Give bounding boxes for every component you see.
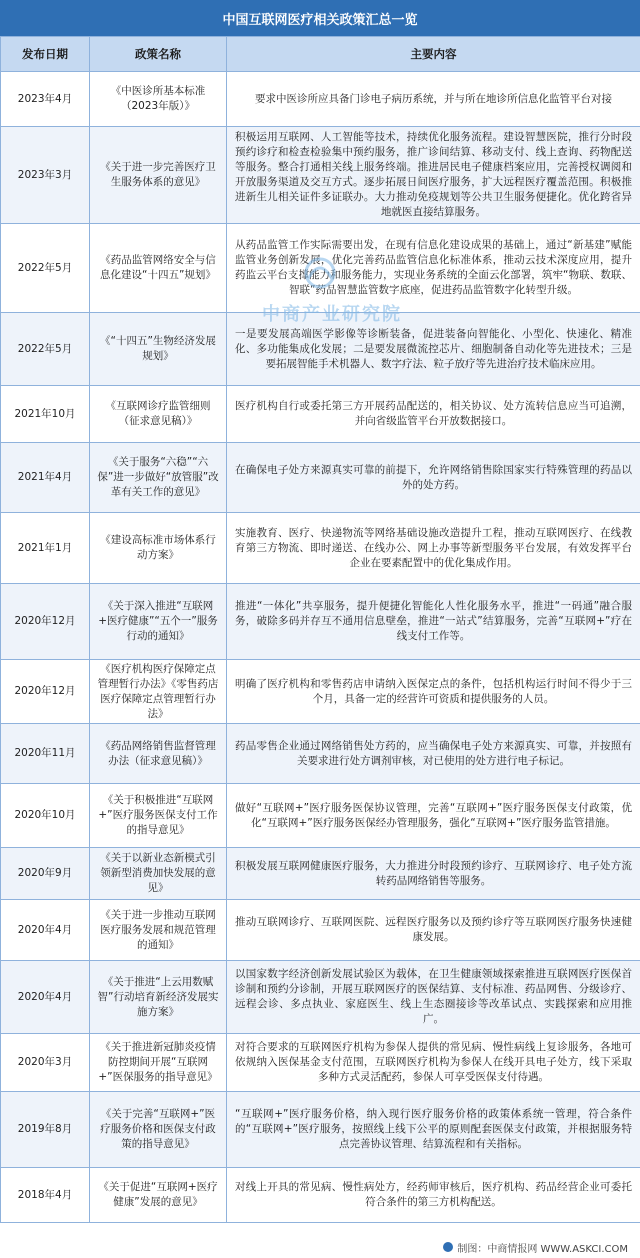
policy-name-cell: 《建设高标准市场体系行动方案》 bbox=[90, 513, 227, 584]
header-name: 政策名称 bbox=[90, 37, 227, 72]
table-row bbox=[1, 900, 640, 961]
date-cell: 2021年10月 bbox=[1, 386, 90, 443]
table-title: 中国互联网医疗相关政策汇总一览 bbox=[0, 0, 640, 36]
policy-name-cell: 《关于促进“互联网+医疗健康”发展的意见》 bbox=[90, 1168, 227, 1223]
policy-name-cell: 《关于服务“六稳”“六保”进一步做好“放管服”改革有关工作的意见》 bbox=[90, 443, 227, 513]
table-row bbox=[1, 386, 640, 443]
date-cell: 2022年5月 bbox=[1, 313, 90, 386]
table-row bbox=[1, 784, 640, 848]
header-row bbox=[1, 37, 640, 72]
content-cell: 以国家数字经济创新发展试验区为载体，在卫生健康领域探索推进互联网医疗医保首诊制和预约分诊制，开展互联网医疗的医保结算、支付标准、药品网售、分级诊疗、远程会诊、多点执业、家庭医生、线上生态圈接诊等改革试点、实践探索和应用推广。 bbox=[227, 961, 640, 1034]
policy-name-cell: 《关于积极推进“互联网+”医疗服务医保支付工作的指导意见》 bbox=[90, 784, 227, 848]
date-cell: 2021年4月 bbox=[1, 443, 90, 513]
policy-name-cell: 《医疗机构医疗保障定点管理暂行办法》《零售药店医疗保障定点管理暂行办法》 bbox=[90, 660, 227, 724]
policy-name-cell: 《关于进一步完善医疗卫生服务体系的意见》 bbox=[90, 127, 227, 224]
date-cell: 2020年10月 bbox=[1, 784, 90, 848]
date-cell: 2022年5月 bbox=[1, 224, 90, 313]
policy-name-cell: 《关于推进“上云用数赋智”行动培育新经济发展实施方案》 bbox=[90, 961, 227, 1034]
content-cell: 积极运用互联网、人工智能等技术，持续优化服务流程。建设智慧医院，推行分时段预约诊疗和检查检验集中预约服务，推广诊间结算、移动支付、线上查询、药物配送等服务。整合打通相关线上服务终端。推进居民电子健康档案应用，完善授权调阅和开放服务渠道及交互方式。逐步拓展日间医疗服务，扩大远程医疗覆盖范围。积极推进新生儿相关证件多证联办。大力推动免疫规划等公共卫生服务便捷化。优化跨省异地就医直接结算服务。 bbox=[227, 127, 640, 224]
policy-name-cell: 《关于进一步推动互联网医疗服务发展和规范管理的通知》 bbox=[90, 900, 227, 961]
footer-credit: 制图：中商情报网 WWW.ASKCI.COM bbox=[457, 1243, 628, 1255]
table-row bbox=[1, 313, 640, 386]
date-cell: 2018年4月 bbox=[1, 1168, 90, 1223]
table-row bbox=[1, 584, 640, 660]
policy-name-cell: 《互联网诊疗监管细则（征求意见稿）》 bbox=[90, 386, 227, 443]
table-row bbox=[1, 1092, 640, 1168]
content-cell: 做好“互联网+”医疗服务医保协议管理，完善“互联网+”医疗服务医保支付政策，优化“互联网+”医疗服务医保经办管理服务，强化“互联网+”医疗服务监管措施。 bbox=[227, 784, 640, 848]
table-row bbox=[1, 443, 640, 513]
footer bbox=[0, 1236, 640, 1258]
policy-name-cell: 《药品网络销售监督管理办法（征求意见稿）》 bbox=[90, 724, 227, 784]
content-cell: 明确了医疗机构和零售药店申请纳入医保定点的条件，包括机构运行时间不得少于三个月，具备一定的经营许可资质和提供服务的人员。 bbox=[227, 660, 640, 724]
table-row bbox=[1, 224, 640, 313]
date-cell: 2021年1月 bbox=[1, 513, 90, 584]
table-row bbox=[1, 1034, 640, 1092]
policy-name-cell: 《关于深入推进“互联网+医疗健康”“五个一”服务行动的通知》 bbox=[90, 584, 227, 660]
policy-name-cell: 《“十四五”生物经济发展规划》 bbox=[90, 313, 227, 386]
content-cell: 实施教育、医疗、快递物流等网络基础设施改造提升工程，推动互联网医疗、在线教育第三方物流、即时递送、在线办公、网上办事等新型服务平台发展，有效发挥平台企业在要素配置中的优化集成作用。 bbox=[227, 513, 640, 584]
content-cell: 要求中医诊所应具备门诊电子病历系统，并与所在地诊所信息化监管平台对接 bbox=[227, 72, 640, 127]
policy-name-cell: 《中医诊所基本标准（2023年版）》 bbox=[90, 72, 227, 127]
content-cell: 一是要发展高端医学影像等诊断装备，促进装备向智能化、小型化、快速化、精准化、多功能集成化发展；二是要发展微流控芯片、细胞制备自动化等先进技术；三是要拓展智能手术机器人、数字疗法、粒子放疗等先进治疗技术临床应用。 bbox=[227, 313, 640, 386]
date-cell: 2023年4月 bbox=[1, 72, 90, 127]
policy-name-cell: 《药品监管网络安全与信息化建设“十四五”规划》 bbox=[90, 224, 227, 313]
policy-name-cell: 《关于以新业态新模式引领新型消费加快发展的意见》 bbox=[90, 848, 227, 900]
content-cell: 积极发展互联网健康医疗服务，大力推进分时段预约诊疗、互联网诊疗、电子处方流转药品网络销售等服务。 bbox=[227, 848, 640, 900]
header-date: 发布日期 bbox=[1, 37, 90, 72]
date-cell: 2020年9月 bbox=[1, 848, 90, 900]
content-cell: “互联网+”医疗服务价格，纳入现行医疗服务价格的政策体系统一管理，符合条件的“互联网+”医疗服务，按照线上线下公平的原则配套医保支付政策，并根据服务特点完善协议管理、结算流程和有关指标。 bbox=[227, 1092, 640, 1168]
date-cell: 2020年12月 bbox=[1, 584, 90, 660]
table-row bbox=[1, 72, 640, 127]
content-cell: 对线上开具的常见病、慢性病处方，经药师审核后，医疗机构、药品经营企业可委托符合条件的第三方机构配送。 bbox=[227, 1168, 640, 1223]
policy-name-cell: 《关于推进新冠肺炎疫情防控期间开展“互联网+”医保服务的指导意见》 bbox=[90, 1034, 227, 1092]
table-row bbox=[1, 660, 640, 724]
content-cell: 对符合要求的互联网医疗机构为参保人提供的常见病、慢性病线上复诊服务，各地可依规纳入医保基金支付范围，互联网医疗机构为参保人在线开具电子处方，线下采取多种方式灵活配药，参保人可享受医保支付待遇。 bbox=[227, 1034, 640, 1092]
watermark-text: 中商产业研究院 bbox=[262, 304, 402, 325]
table-row bbox=[1, 724, 640, 784]
content-cell: 药品零售企业通过网络销售处方药的，应当确保电子处方来源真实、可靠，并按照有关要求进行处方调剂审核，对已使用的处方进行电子标记。 bbox=[227, 724, 640, 784]
table-row bbox=[1, 127, 640, 224]
content-cell: 医疗机构自行或委托第三方开展药品配送的，相关协议、处方流转信息应当可追溯，并向省级监管平台开放数据接口。 bbox=[227, 386, 640, 443]
table-row bbox=[1, 1168, 640, 1223]
policy-table bbox=[0, 36, 640, 1223]
table-row bbox=[1, 513, 640, 584]
date-cell: 2020年11月 bbox=[1, 724, 90, 784]
table-row bbox=[1, 848, 640, 900]
table-row bbox=[1, 961, 640, 1034]
content-cell: 从药品监管工作实际需要出发，在现有信息化建设成果的基础上，通过“新基建”赋能监管业务创新发展，优化完善药品监管信息化标准体系，推动云技术深度应用，提升药监云平台支撑能力和服务能力，实现业务系统的全面云化部署，筑牢“物联、数联、智联”药品智慧监管数字底座，促进药品监管数字化转型升级。 bbox=[227, 224, 640, 313]
content-cell: 推进“一体化”共享服务，提升便捷化智能化人性化服务水平，推进“一码通”融合服务，破除多码并存互不通用信息壁垒，推进“一站式”结算服务，完善“互联网+”疗在线支付工作等。 bbox=[227, 584, 640, 660]
date-cell: 2020年4月 bbox=[1, 900, 90, 961]
date-cell: 2019年8月 bbox=[1, 1092, 90, 1168]
date-cell: 2020年3月 bbox=[1, 1034, 90, 1092]
date-cell: 2020年4月 bbox=[1, 961, 90, 1034]
header-content: 主要内容 bbox=[227, 37, 640, 72]
logo-icon bbox=[443, 1242, 453, 1252]
date-cell: 2020年12月 bbox=[1, 660, 90, 724]
content-cell: 推动互联网诊疗、互联网医院、远程医疗服务以及预约诊疗等互联网医疗服务快速健康发展。 bbox=[227, 900, 640, 961]
date-cell: 2023年3月 bbox=[1, 127, 90, 224]
content-cell: 在确保电子处方来源真实可靠的前提下，允许网络销售除国家实行特殊管理的药品以外的处方药。 bbox=[227, 443, 640, 513]
policy-name-cell: 《关于完善“互联网+”医疗服务价格和医保支付政策的指导意见》 bbox=[90, 1092, 227, 1168]
